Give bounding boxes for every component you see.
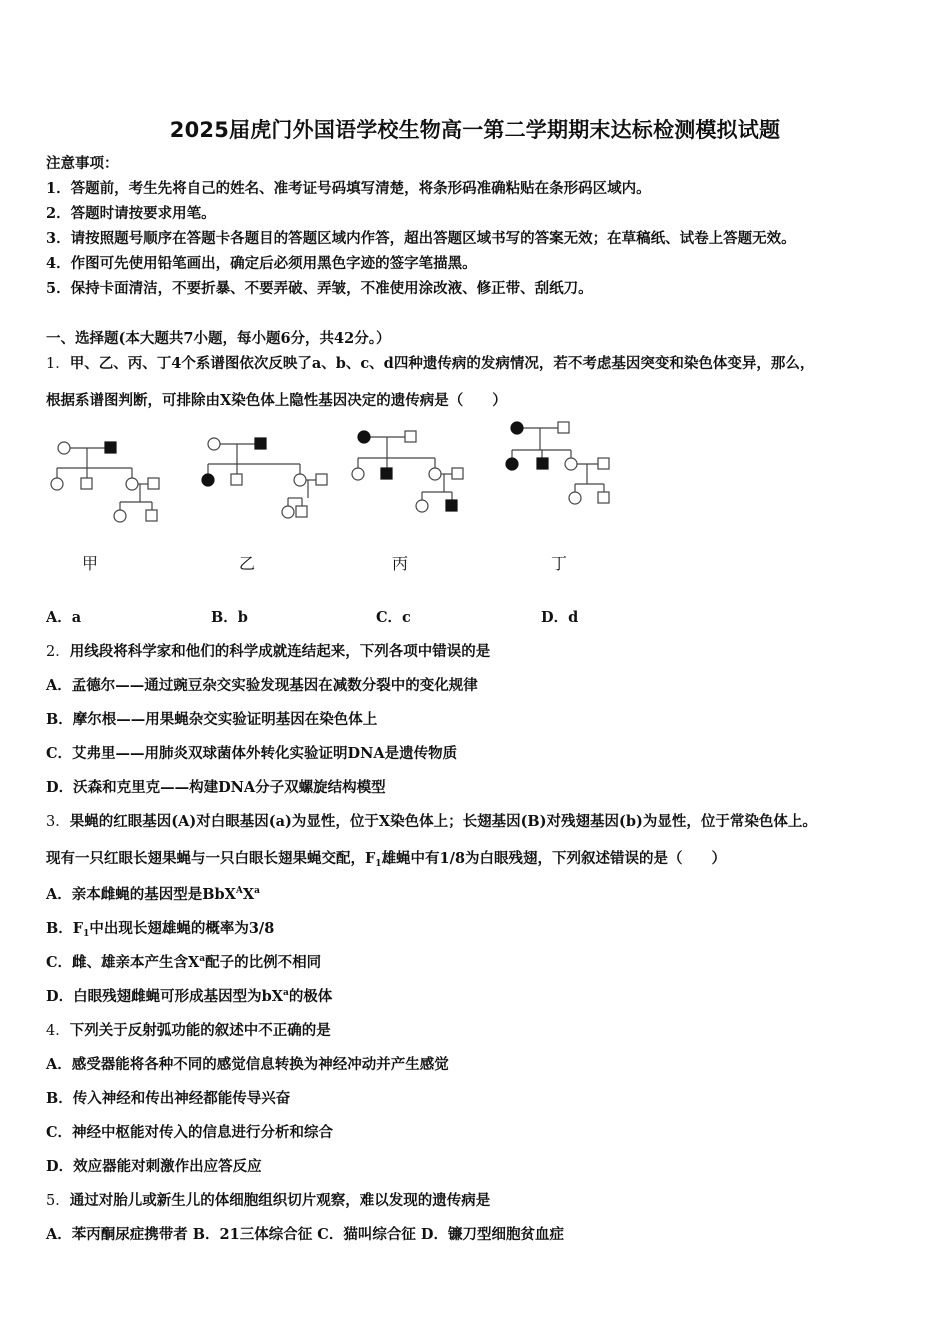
option-c: C．c (376, 609, 411, 626)
question-number: 5． (46, 1193, 70, 1209)
question-number: 2． (46, 644, 70, 660)
page-title: 2025届虎门外国语学校生物高一第二学期期末达标检测模拟试题 (169, 118, 781, 142)
question-5-stem: 5．通过对胎儿或新生儿的体细胞组织切片观察，难以发现的遗传病是 (46, 1192, 491, 1209)
question-number: 3． (46, 814, 70, 830)
option-d: D．沃森和克里克——构建DNA分子双螺旋结构模型 (46, 779, 386, 796)
pedigree-charts (40, 418, 680, 583)
option-c: C．神经中枢能对传入的信息进行分析和综合 (46, 1124, 334, 1141)
question-number: 1． (46, 356, 70, 372)
notice-item: 3．请按照题号顺序在答题卡各题目的答题区域内作答，超出答题区域书写的答案无效；在草稿纸、试卷上答题无效。 (46, 230, 796, 247)
notice-heading: 注意事项： (46, 155, 119, 172)
pedigree-yi (202, 438, 327, 518)
option-d: D．白眼残翅雌蝇可形成基因型为$bX^a$的极体 (46, 988, 333, 1005)
option-c: C．雌、雄亲本产生含$X^a$配子的比例不相同 (46, 954, 322, 971)
option-d: D．效应器能对刺激作出应答反应 (46, 1158, 262, 1175)
pedigree-label-yi: 乙 (239, 554, 256, 573)
question-2-stem: 2．用线段将科学家和他们的科学成就连结起来，下列各项中错误的是 (46, 643, 491, 660)
option-b: B．传入神经和传出神经都能传导兴奋 (46, 1090, 291, 1107)
option-b: B．摩尔根——用果蝇杂交实验证明基因在染色体上 (46, 711, 378, 728)
question-3-line2: 现有一只红眼长翅果蝇与一只白眼长翅果蝇交配，$F_1$雄蝇中有1/8为白眼残翅，下列叙述错误的是（ ） (46, 850, 727, 869)
pedigree-bing (352, 431, 463, 512)
question-1-line2: 根据系谱图判断，可排除由X染色体上隐性基因决定的遗传病是（ ） (46, 392, 507, 409)
option-a: A．孟德尔——通过豌豆杂交实验发现基因在减数分裂中的变化规律 (46, 677, 478, 694)
pedigree-label-bing: 丙 (392, 554, 409, 573)
option-a: A．感受器能将各种不同的感觉信息转换为神经冲动并产生感觉 (46, 1056, 449, 1073)
notice-item: 4．作图可先使用铅笔画出，确定后必须用黑色字迹的签字笔描黑。 (46, 255, 477, 272)
question-3-line1: 3．果蝇的红眼基因(A)对白眼基因(a)为显性，位于X染色体上；长翅基因(B)对残翅基因(b)为显性，位于常染色体上。 (46, 813, 817, 830)
pedigree-ding (506, 422, 609, 504)
question-number: 4． (46, 1023, 70, 1039)
option-a: A．a (46, 609, 82, 626)
option-b: B．$F_1$中出现长翅雄蝇的概率为3/8 (46, 920, 275, 939)
option-d: D．d (541, 609, 579, 626)
question-4-stem: 4．下列关于反射弧功能的叙述中不正确的是 (46, 1022, 331, 1039)
pedigree-jia (51, 442, 159, 522)
option-c: C．艾弗里——用肺炎双球菌体外转化实验证明DNA是遗传物质 (46, 745, 458, 762)
pedigree-label-ding: 丁 (551, 554, 568, 573)
question-1-line1: 1．甲、乙、丙、丁4个系谱图依次反映了a、b、c、d四种遗传病的发病情况，若不考虑基因突变和染色体变异，那么， (46, 355, 815, 372)
option-a: A．亲本雌蝇的基因型是$BbX^AX^a$ (46, 886, 260, 903)
notice-item: 1．答题前，考生先将自己的姓名、准考证号码填写清楚，将条形码准确粘贴在条形码区域内。 (46, 180, 651, 197)
notice-item: 5．保持卡面清洁，不要折暴、不要弄破、弄皱，不准使用涂改液、修正带、刮纸刀。 (46, 280, 593, 297)
pedigree-label-jia: 甲 (82, 554, 99, 573)
section-heading: 一、选择题(本大题共7小题，每小题6分，共42分。） (46, 330, 391, 347)
pedigree-svg (40, 418, 680, 583)
notice-item: 2．答题时请按要求用笔。 (46, 205, 216, 222)
question-5-options: A．苯丙酮尿症携带者 B．21三体综合征 C．猫叫综合征 D．镰刀型细胞贫血症 (46, 1226, 564, 1243)
option-b: B．b (211, 609, 248, 626)
